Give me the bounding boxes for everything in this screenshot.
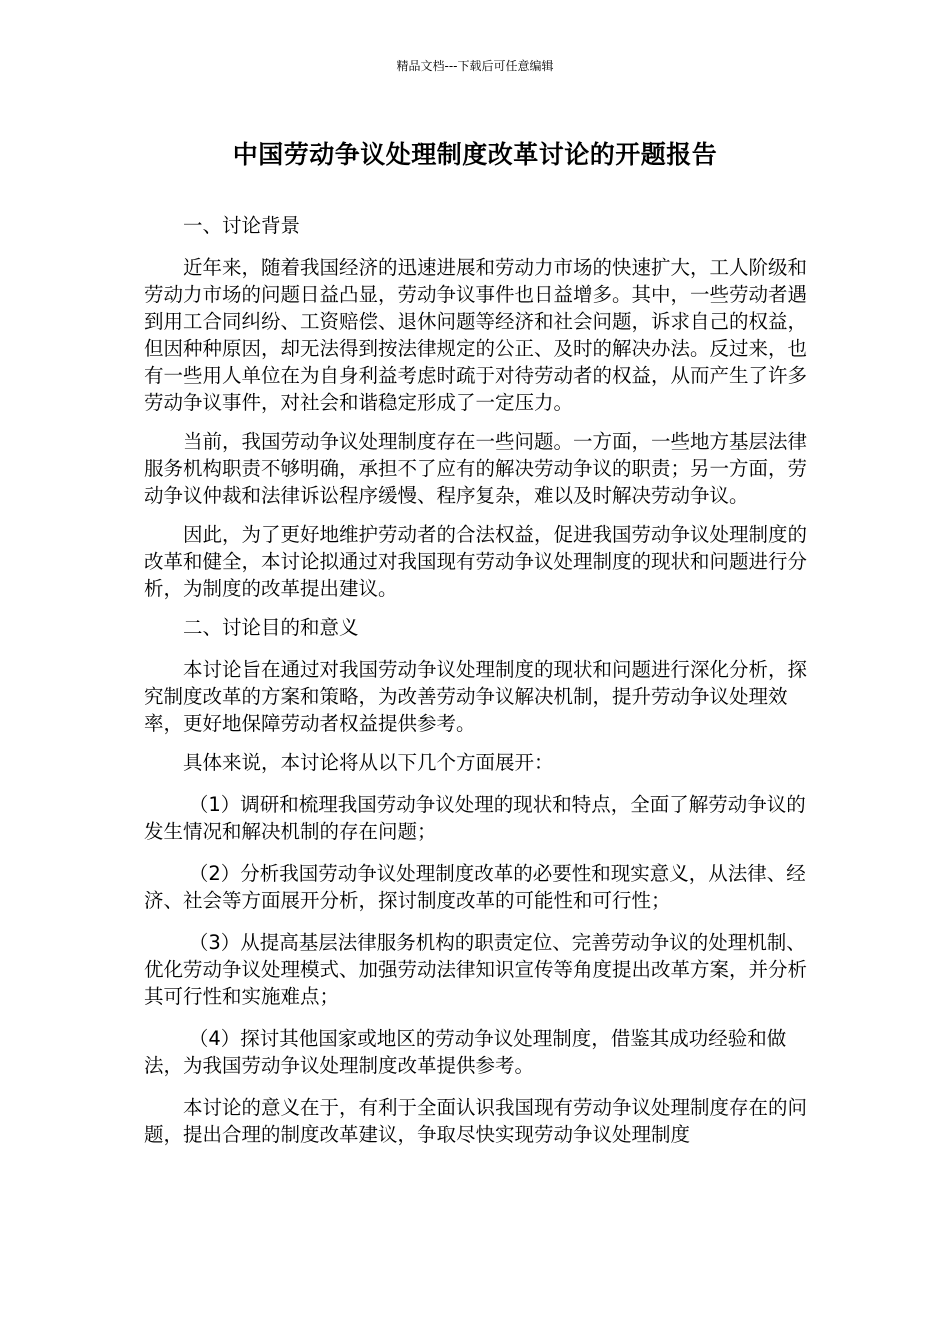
list-item: （4）探讨其他国家或地区的劳动争议处理制度，借鉴其成功经验和做法，为我国劳动争议处理制度改革提供参考。 [144,1027,787,1077]
paragraph: 本讨论的意义在于，有利于全面认识我国现有劳动争议处理制度存在的问题，提出合理的制度改革建议，争取尽快实现劳动争议处理制度 [144,1096,808,1146]
document-body [144,212,809,1160]
paragraph: 近年来，随着我国经济的迅速进展和劳动力市场的快速扩大，工人阶级和劳动力市场的问题日益凸显，劳动争议事件也日益增多。其中，一些劳动者遇到用工合同纠纷、工资赔偿、退休问题等经济和社会问题，诉求自己的权益，但因种种原因，却无法得到按法律规定的公正、及时的解决办法。反过来，也有一些用人单位在为自身利益考虑时疏于对待劳动者的权益，从而产生了许多劳动争议事件，对社会和谐稳定形成了一定压力。 [144,256,808,414]
paragraph: 因此，为了更好地维护劳动者的合法权益，促进我国劳动争议处理制度的改革和健全，本讨论拟通过对我国现有劳动争议处理制度的现状和问题进行分析，为制度的改革提出建议。 [144,523,808,600]
paragraph: 具体来说，本讨论将从以下几个方面展开： [183,751,554,774]
list-item: （1）调研和梳理我国劳动争议处理的现状和特点，全面了解劳动争议的发生情况和解决机制的存在问题； [144,793,806,843]
document-title: 中国劳动争议处理制度改革讨论的开题报告 [232,140,718,169]
list-item: （3）从提高基层法律服务机构的职责定位、完善劳动争议的处理机制、优化劳动争议处理模式、加强劳动法律知识宣传等角度提出改革方案，并分析其可行性和实施难点； [144,931,808,1008]
header-note: 精品文档---下载后可任意编辑 [396,59,554,73]
paragraph: 本讨论旨在通过对我国劳动争议处理制度的现状和问题进行深化分析，探究制度改革的方案和策略，为改善劳动争议解决机制，提升劳动争议处理效率，更好地保障劳动者权益提供参考。 [144,658,808,735]
section-heading-purpose: 二、讨论目的和意义 [183,616,359,639]
list-item: （2）分析我国劳动争议处理制度改革的必要性和现实意义，从法律、经济、社会等方面展开分析，探讨制度改革的可能性和可行性； [144,862,806,912]
section-heading-background: 一、讨论背景 [183,214,301,237]
paragraph: 当前，我国劳动争议处理制度存在一些问题。一方面，一些地方基层法律服务机构职责不够明确，承担不了应有的解决劳动争议的职责；另一方面，劳动争议仲裁和法律诉讼程序缓慢、程序复杂，难以及时解决劳动争议。 [144,430,808,507]
